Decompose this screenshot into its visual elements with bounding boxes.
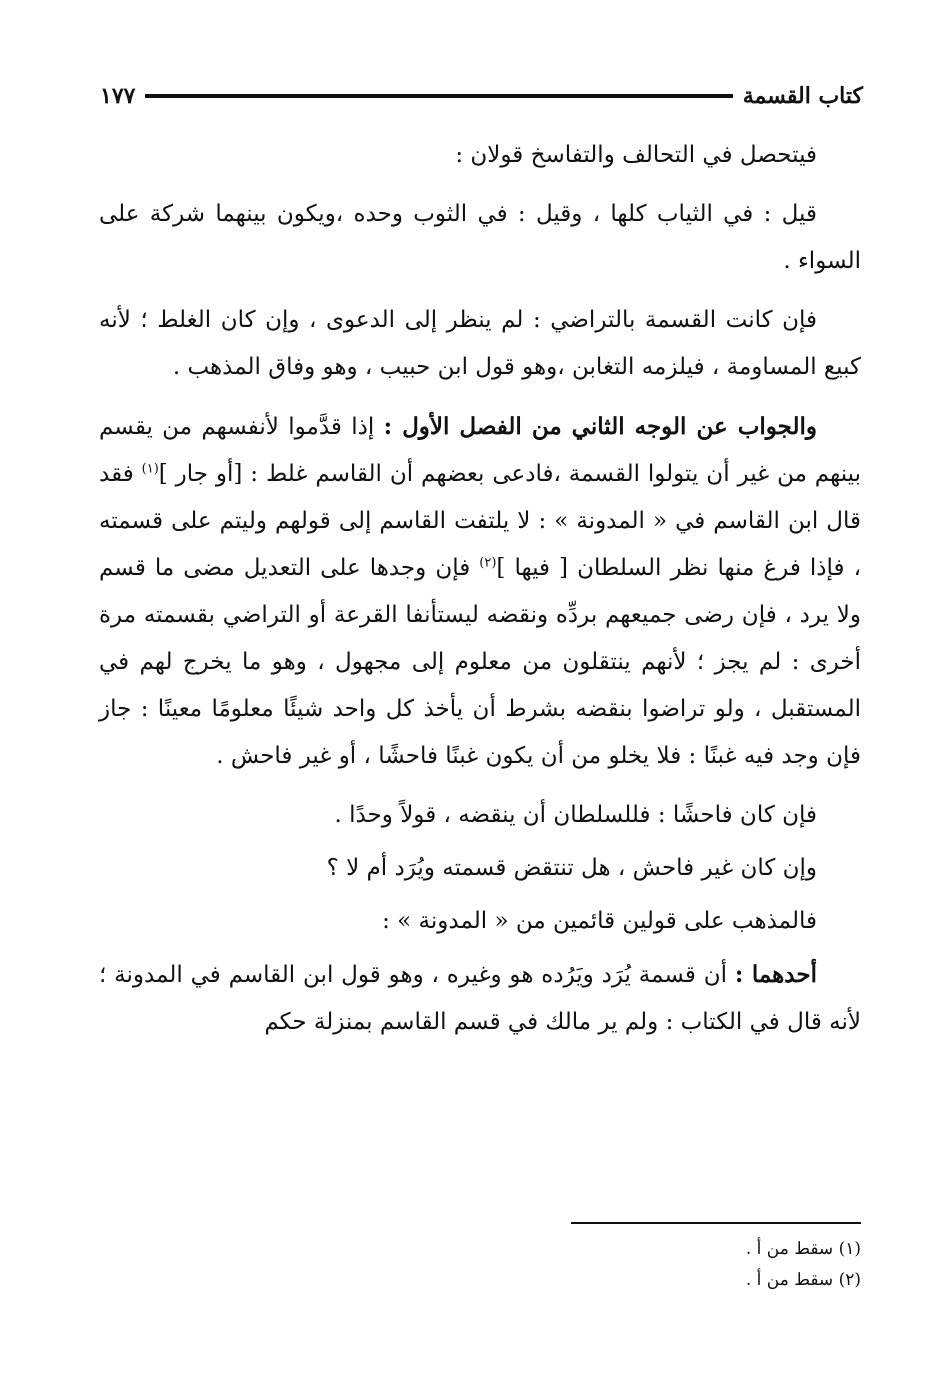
footnote-divider [571,1222,861,1224]
footnote-ref-1: (١) [141,461,159,477]
first-opinion-heading: أحدهما : [734,961,817,988]
paragraph-4 [99,403,861,780]
footnote-ref-2: (٢) [479,555,497,571]
paragraph-5: فإن كان فاحشًا : فللسلطان أن ينقضه ، قولاً وحدًا . [334,802,817,828]
paragraph-4-part2: فقد قال ابن القاسم في « المدونة » : لا يلتفت القاسم إلى قولهم وليتم على قسمته ، فإذا فرغ منها نظر السلطان [ فيها ] [99,461,861,581]
footnote-1: (١) سقط من أ . [745,1239,861,1259]
paragraph-8 [99,951,861,1046]
header-rule [145,94,732,98]
paragraph-4-part1: إذا قدَّموا لأنفسهم من يقسم بينهم من غير أن يتولوا القسمة ،فادعى بعضهم أن القاسم غلط : [أو جار ] [99,414,862,487]
running-header [100,76,863,116]
paragraph-4-part3: فإن وجدها على التعديل مضى ما قسم ولا يرد ، فإن رضى جميعهم بردِّه ونقضه ليستأنفا القرعة أو التراضي بقسمته مرة أخرى : لم يجز ؛ لأنهم ينتقلون من معلوم إلى مجهول ، وهو ما يخرج لهم في المستقبل ، ولو تراضوا بنقضه بشرط أن يأخذ كل واحد شيئًا معلومًا معينًا : جاز فإن وجد فيه غبنًا : فلا يخلو من أن يكون غبنًا فاحشًا ، أو غير فاحش . [99,555,861,769]
main-text [99,132,861,1058]
paragraph-2: قيل : في الثياب كلها ، وقيل : في الثوب وحده ،ويكون بينهما شركة على السواء . [99,201,861,274]
chapter-title: كتاب القسمة [742,83,863,109]
paragraph-6: وإن كان غير فاحش ، هل تنتقض قسمته ويُرَد أم لا ؟ [326,855,817,881]
footnotes [361,1234,861,1296]
page-number: ١٧٧ [100,83,136,109]
paragraph-1: فيتحصل في التحالف والتفاسخ قولان : [455,142,817,168]
paragraph-8-text: أن قسمة يُرَد ويَرُده هو وغيره ، وهو قول ابن القاسم في المدونة ؛ لأنه قال في الكتاب : ولم ير مالك في قسم القاسم بمنزلة حكم [99,962,861,1035]
footnote-2: (٢) سقط من أ . [745,1270,861,1290]
section-heading: والجواب عن الوجه الثاني من الفصل الأول : [383,413,817,440]
paragraph-7: فالمذهب على قولين قائمين من « المدونة » : [382,908,817,934]
paragraph-3: فإن كانت القسمة بالتراضي : لم ينظر إلى الدعوى ، وإن كان الغلط ؛ لأنه كبيع المساومة ، فيلزمه التغابن ،وهو قول ابن حبيب ، وهو وفاق المذهب . [99,307,861,380]
